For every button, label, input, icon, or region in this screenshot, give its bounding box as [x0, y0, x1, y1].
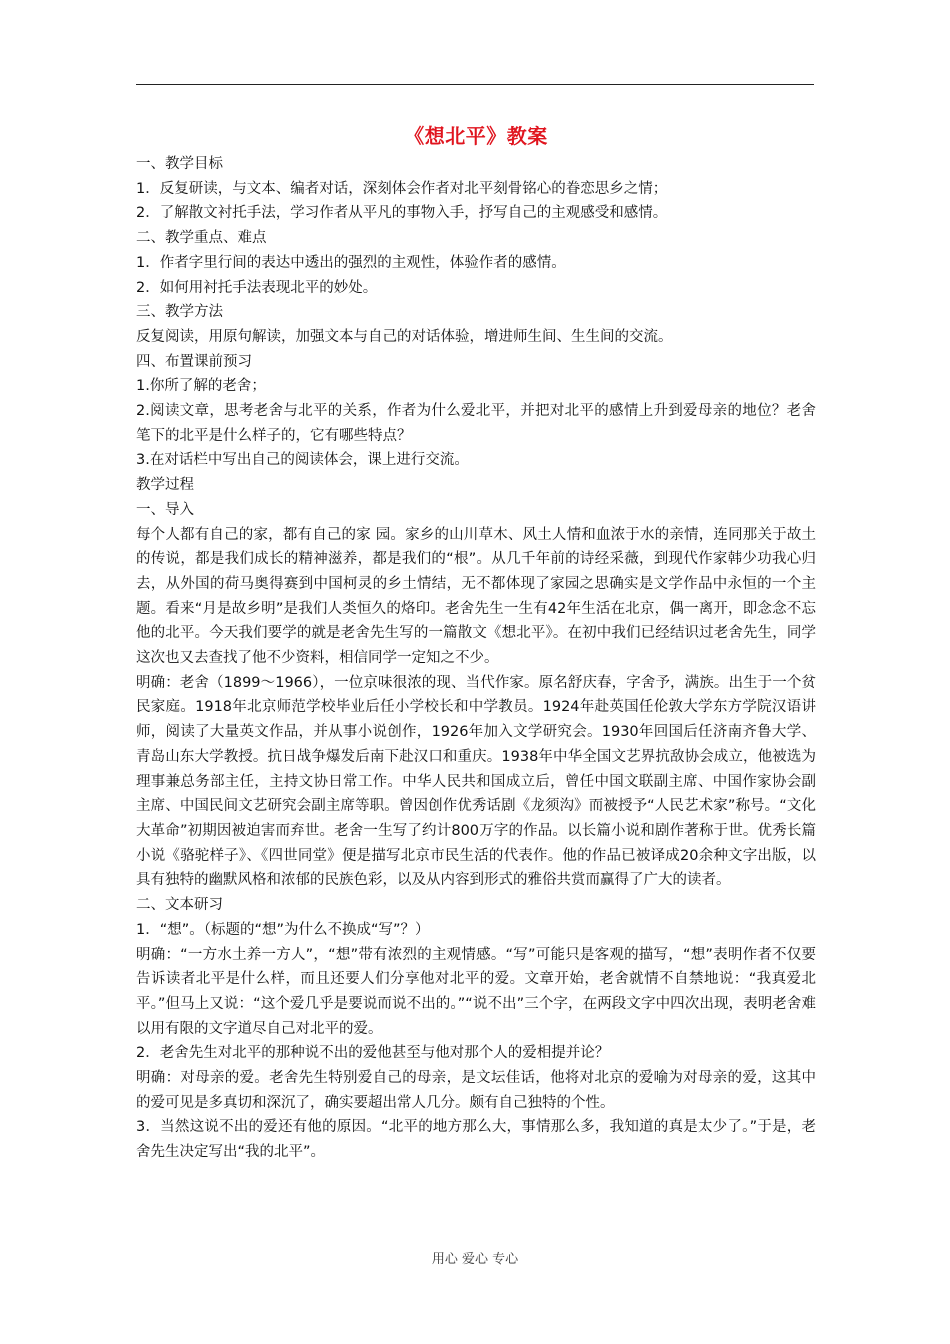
page-footer: 用心 爱心 专心	[431, 1252, 519, 1267]
key-point-1: 1．作者字里行间的表达中透出的强烈的主观性，体验作者的感情。	[136, 254, 566, 271]
section-heading-methods: 三、教学方法	[136, 304, 223, 321]
question-1: 1．“想”。（标题的“想”为什么不换成“写”？）	[136, 921, 430, 938]
teaching-process-heading: 教学过程	[136, 477, 194, 494]
answer-1: 明确：“一方水土养一方人”，“想”带有浓烈的主观情感。“写”可能只是客观的描写，“想”表明作者不仅要告诉读者北平是什么样，而且还要人们分享他对北平的爱。文章开始，老舍就情不自禁地说：“我真爱北平。”但马上又说：“这个爱几乎是要说而说不出的。”“说不出”三个字，在两段文字中四次出现，表明老舍难以用有限的文字道尽自己对北平的爱。	[136, 946, 816, 1037]
document-body	[136, 120, 816, 1165]
goal-item-1: 1．反复研读，与文本、编者对话，深刻体会作者对北平刻骨铭心的眷恋思乡之情；	[136, 180, 668, 197]
goal-item-2: 2．了解散文衬托手法，学习作者从平凡的事物入手，抒写自己的主观感受和感情。	[136, 205, 668, 222]
question-2: 2．老舍先生对北平的那种说不出的爱他甚至与他对那个人的爱相提并论？	[136, 1045, 610, 1062]
section-heading-intro: 一、导入	[136, 501, 194, 518]
question-3: 3．当然这说不出的爱还有他的原因。“北平的地方那么大，事情那么多，我知道的真是太少了。”于是，老舍先生决定写出“我的北平”。	[136, 1119, 816, 1161]
method-text: 反复阅读，用原句解读，加强文本与自己的对话体验，增进师生间、生生间的交流。	[136, 328, 673, 345]
answer-2: 明确：对母亲的爱。老舍先生特别爱自己的母亲，是文坛佳话，他将对北京的爱喻为对母亲的爱，这其中的爱可见是多真切和深沉了，确实要超出常人几分。颇有自己独特的个性。	[136, 1070, 816, 1111]
section-heading-preview: 四、布置课前预习	[136, 353, 252, 370]
preview-item-1: 1.你所了解的老舍；	[136, 378, 266, 395]
preview-item-2: 2.阅读文章，思考老舍与北平的关系，作者为什么爱北平，并把对北平的感情上升到爱母亲的地位？老舍笔下的北平是什么样子的，它有哪些特点？	[136, 403, 816, 444]
page-title: 《想北平》教案	[404, 124, 548, 148]
key-point-2: 2．如何用衬托手法表现北平的妙处。	[136, 279, 378, 296]
section-heading-goals: 一、教学目标	[136, 156, 223, 172]
section-heading-text-study: 二、文本研习	[136, 897, 223, 914]
author-paragraph: 明确：老舍（1899～1966），一位京味很浓的现、当代作家。原名舒庆春，字舍予，满族。出生于一个贫民家庭。1918年北京师范学校毕业后任小学校长和中学教员。1924年赴英国任伦敦大学东方学院汉语讲师，阅读了大量英文作品，并从事小说创作，1926年加入文学研究会。1930年回国后任济南齐鲁大学、青岛山东大学教授。抗日战争爆发后南下赴汉口和重庆。1938年中华全国文艺界抗敌协会成立，他被选为理事兼总务部主任，主持文协日常工作。中华人民共和国成立后，曾任中国文联副主席、中国作家协会副主席、中国民间文艺研究会副主席等职。曾因创作优秀话剧《龙须沟》而被授予“人民艺术家”称号。“文化大革命”初期因被迫害而弃世。老舍一生写了约计800万字的作品。以长篇小说和剧作著称于世。优秀长篇小说《骆驼样子》、《四世同堂》便是描写北京市民生活的代表作。他的作品已被译成20余种文字出版，以具有独特的幽默风格和浓郁的民族色彩，以及从内容到形式的雅俗共赏而赢得了广大的读者。	[136, 674, 816, 889]
intro-paragraph: 每个人都有自己的家，都有自己的家 园。家乡的山川草木、风土人情和血浓于水的亲情，连同那关于故土的传说，都是我们成长的精神滋养，都是我们的“根”。从几千年前的诗经采薇，到现代作家韩少功我心归去，从外国的荷马奥得赛到中国柯灵的乡土情结，无不都体现了家园之思确实是文学作品中永恒的一个主题。看来“月是故乡明”是我们人类恒久的烙印。老舍先生一生有42年生活在北京，偶一离开，即念念不忘他的北平。今天我们要学的就是老舍先生写的一篇散文《想北平》。在初中我们已经结识过老舍先生，同学这次也又去查找了他不少资料，相信同学一定知之不少。	[136, 526, 816, 667]
section-heading-key-points: 二、教学重点、难点	[136, 230, 267, 247]
preview-item-3: 3.在对话栏中写出自己的阅读体会，课上进行交流。	[136, 452, 469, 469]
header-rule	[136, 84, 814, 85]
